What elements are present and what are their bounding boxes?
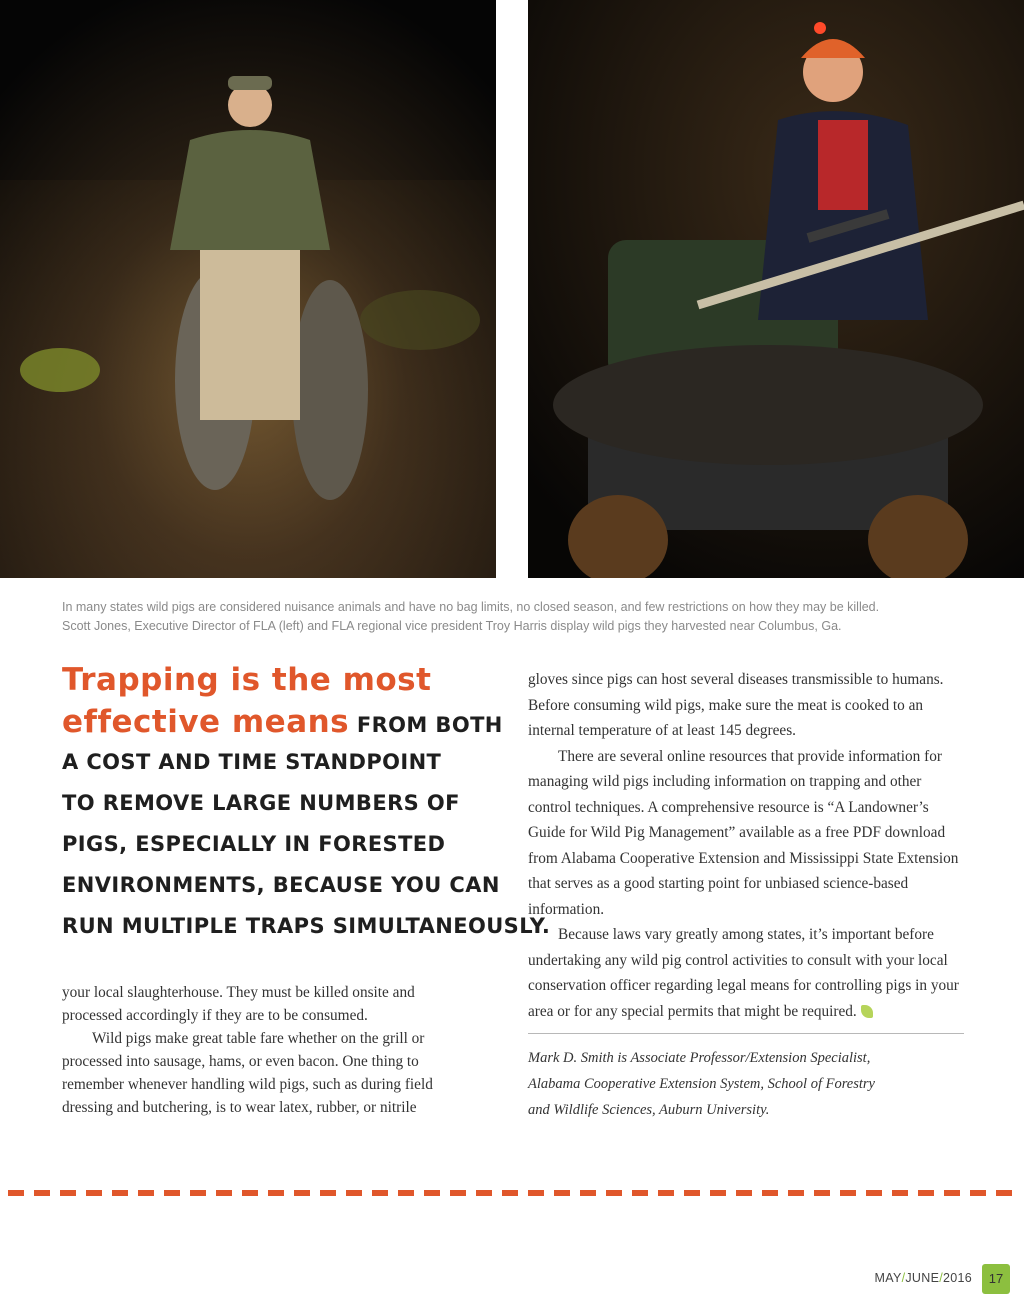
- pull-quote-caps-tail: FROM BOTH: [349, 713, 503, 737]
- pull-quote: [62, 660, 551, 947]
- bio-line-2: Alabama Cooperative Extension System, School of Forestry: [528, 1076, 875, 1092]
- left-paragraph-2: Wild pigs make great table fare whether on the grill or processed into sausage, hams, or even bacon. One thing to remember whenever handling wild pigs, such as during field dressing and butchering, is to wear latex, rubber, or nitrile: [62, 1030, 433, 1116]
- pull-quote-caps-line-6: ENVIRONMENTS, BECAUSE YOU CAN: [62, 873, 500, 897]
- caption-line-2: Scott Jones, Executive Director of FLA (left) and FLA regional vice president Troy Harris display wild pigs they harvested near Columbus, Ga.: [62, 619, 842, 633]
- issue-slash-2: /: [939, 1271, 943, 1285]
- issue-date: [875, 1271, 972, 1285]
- caption-line-1: In many states wild pigs are considered nuisance animals and have no bag limits, no closed season, and few restrictions on how they may be killed.: [62, 600, 880, 614]
- pull-quote-script-line-1: Trapping is the most: [62, 662, 432, 698]
- pull-quote-line-2: [62, 701, 502, 742]
- issue-month-2: JUNE: [905, 1271, 940, 1285]
- right-paragraph-1: gloves since pigs can host several diseases transmissible to humans. Before consuming wild pigs, make sure the meat is cooked to an internal temperature of at least 145 degrees.: [528, 671, 944, 739]
- end-of-article-icon: [861, 1005, 873, 1018]
- photo-caption: [62, 598, 1002, 636]
- pull-quote-script-line-2: effective means: [62, 704, 350, 740]
- right-paragraph-3-text: Because laws vary greatly among states, it’s important before undertaking any wild pig control activities to consult with your local conservation officer regarding legal means for controlling pigs in your area or for any special permits that might be required.: [528, 926, 959, 1020]
- left-paragraph-1: your local slaughterhouse. They must be killed onsite and processed accordingly if they are to be consumed.: [62, 984, 415, 1024]
- bio-divider: [528, 1033, 964, 1034]
- bio-line-1: Mark D. Smith is Associate Professor/Extension Specialist,: [528, 1050, 871, 1066]
- dashed-divider: [8, 1190, 1018, 1196]
- left-column-text: [62, 981, 462, 1119]
- pull-quote-caps-line-7: RUN MULTIPLE TRAPS SIMULTANEOUSLY.: [62, 914, 551, 938]
- pull-quote-caps-line-3: A COST AND TIME STANDPOINT: [62, 750, 442, 774]
- bio-line-3: and Wildlife Sciences, Auburn University.: [528, 1102, 770, 1118]
- issue-year: 2016: [942, 1271, 972, 1285]
- right-column-text: [528, 667, 968, 1024]
- issue-slash-1: /: [901, 1271, 906, 1285]
- page-number: 17: [982, 1264, 1010, 1294]
- photo-hunter-with-two-wild-pigs: [0, 0, 496, 578]
- photo-hunter-with-rifle-and-wild-pig-on-atv: [528, 0, 1024, 578]
- issue-month-1: MAY: [874, 1271, 902, 1285]
- pull-quote-caps-line-5: PIGS, ESPECIALLY IN FORESTED: [62, 832, 446, 856]
- right-paragraph-2: There are several online resources that provide information for managing wild pigs including information on trapping and other control techniques. A comprehensive resource is “A Landowner’s Guide for Wild Pig Management” available as a free PDF download from Alabama Cooperative Extension and Mississippi State Extension that serves as a good starting point for unbiased science-based information.: [528, 747, 959, 918]
- right-paragraph-3: [528, 922, 968, 1024]
- pull-quote-caps-line-4: TO REMOVE LARGE NUMBERS OF: [62, 791, 460, 815]
- author-bio: [528, 1045, 968, 1123]
